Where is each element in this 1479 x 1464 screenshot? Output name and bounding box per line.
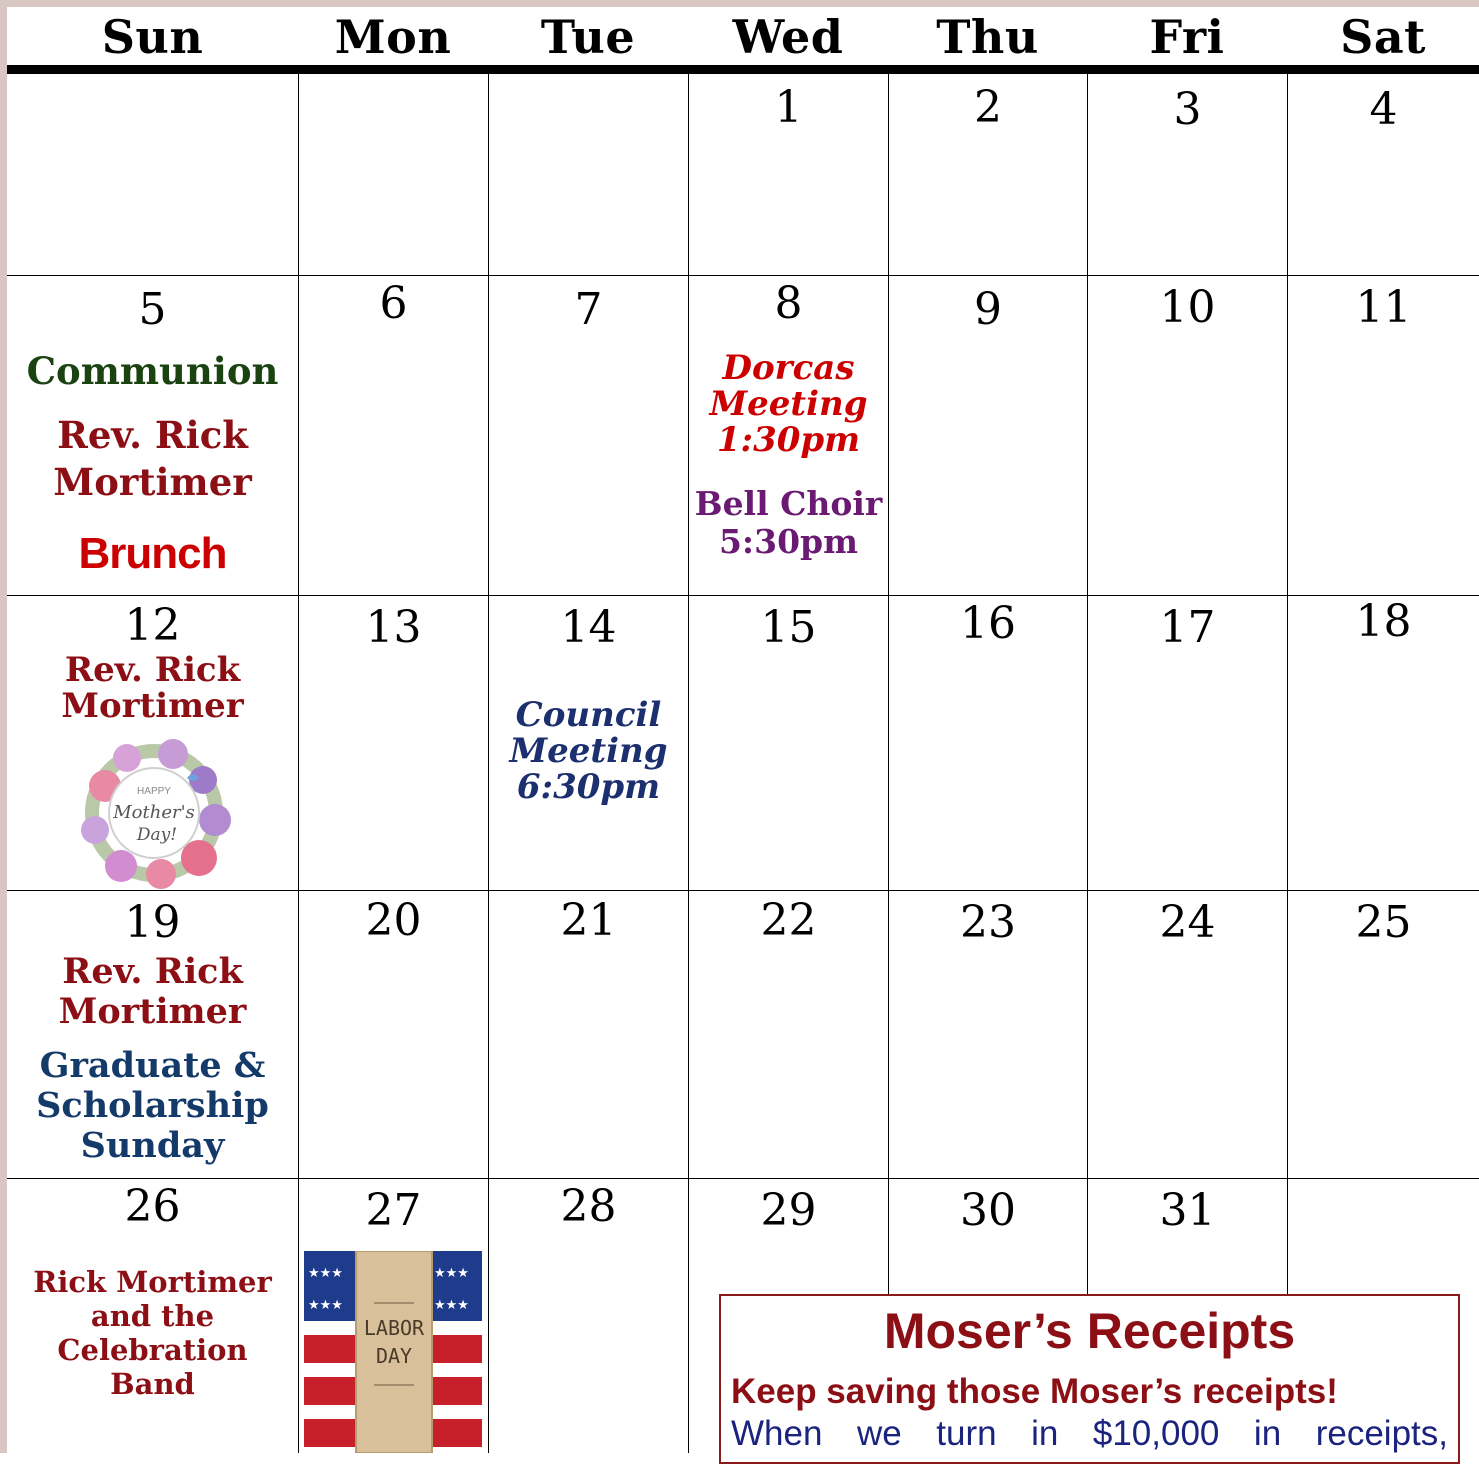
day-cell-empty	[7, 74, 299, 276]
weekday-sun: Sun	[101, 10, 204, 64]
event-brunch: Brunch	[78, 529, 227, 578]
mothers-day-wreath-icon	[75, 734, 233, 892]
moser-subtitle: Keep saving those Moser’s receipts!	[731, 1372, 1338, 1411]
top-photo-strip	[0, 0, 1479, 7]
date-number: 24	[1159, 897, 1216, 948]
date-number: 21	[560, 895, 617, 946]
day-cell-14	[489, 596, 689, 891]
svg-text:★★★: ★★★	[434, 1298, 469, 1313]
svg-text:★★★: ★★★	[434, 1266, 469, 1281]
event-council-line3: 6:30pm	[516, 767, 661, 807]
date-number: 16	[960, 598, 1016, 649]
date-number: 27	[365, 1185, 422, 1236]
day-cell-7	[489, 276, 689, 596]
date-number: 3	[1173, 84, 1202, 135]
event-pastor-line1: Rev. Rick	[64, 650, 241, 690]
wreath-text-mothers: Mother's	[113, 802, 195, 823]
weekday-thu: Thu	[936, 10, 1039, 64]
date-number: 13	[365, 602, 422, 653]
event-communion: Communion	[26, 349, 279, 393]
date-number: 1	[774, 82, 803, 133]
date-number: 29	[760, 1185, 817, 1236]
wreath-text-happy: HAPPY	[137, 786, 171, 797]
event-graduate-line3: Sunday	[80, 1125, 225, 1166]
event-pastor-line2: Mortimer	[58, 991, 247, 1032]
day-cell-4	[1288, 74, 1479, 276]
day-cell-19	[7, 891, 299, 1179]
weekday-fri: Fri	[1149, 10, 1225, 64]
event-graduate-line2: Scholarship	[36, 1085, 269, 1126]
weekday-mon: Mon	[334, 10, 452, 64]
event-band-line1: Rick Mortimer	[33, 1265, 272, 1299]
day-cell-18	[1288, 596, 1479, 891]
date-number: 31	[1159, 1185, 1216, 1236]
date-number: 20	[365, 895, 422, 946]
date-number: 26	[124, 1181, 181, 1232]
date-number: 6	[379, 278, 408, 329]
day-cell-28	[489, 1179, 689, 1453]
weekday-tue: Tue	[540, 10, 636, 64]
event-council-line1: Council	[515, 695, 662, 735]
event-dorcas-line3: 1:30pm	[716, 420, 861, 460]
event-band-line2: and the	[90, 1299, 215, 1333]
date-number: 22	[760, 895, 817, 946]
event-dorcas-line1: Dorcas	[722, 348, 855, 388]
date-number: 10	[1159, 282, 1216, 333]
date-number: 7	[574, 284, 603, 335]
event-graduate-line1: Graduate &	[39, 1045, 266, 1086]
calendar-grid	[7, 74, 1479, 1453]
date-number: 25	[1355, 897, 1412, 948]
day-cell-1	[689, 74, 889, 276]
day-cell-9	[889, 276, 1088, 596]
weekday-header	[7, 7, 1479, 65]
labor-day-flag-icon	[304, 1251, 482, 1453]
date-number: 5	[138, 284, 167, 335]
date-number: 17	[1159, 602, 1216, 653]
event-pastor-line2: Mortimer	[61, 686, 244, 726]
day-cell-empty	[489, 74, 689, 276]
event-pastor-line2: Mortimer	[53, 460, 252, 504]
event-council-line2: Meeting	[509, 731, 668, 771]
date-number: 18	[1355, 596, 1412, 647]
event-pastor-line1: Rev. Rick	[57, 413, 248, 457]
labor-day-text-2: DAY	[375, 1344, 413, 1368]
date-number: 14	[560, 602, 617, 653]
day-cell-2	[889, 74, 1088, 276]
day-cell-10	[1088, 276, 1288, 596]
date-number: 15	[760, 602, 817, 653]
day-cell-12	[7, 596, 299, 891]
event-band-line3: Celebration	[57, 1333, 248, 1367]
date-number: 12	[124, 600, 181, 651]
day-cell-21	[489, 891, 689, 1179]
day-cell-22	[689, 891, 889, 1179]
day-cell-20	[299, 891, 489, 1179]
svg-text:★★★: ★★★	[308, 1266, 343, 1281]
day-cell-15	[689, 596, 889, 891]
date-number: 28	[560, 1181, 617, 1232]
labor-day-text-1: LABOR	[363, 1316, 425, 1340]
event-dorcas-line2: Meeting	[709, 384, 868, 424]
weekday-wed: Wed	[732, 10, 844, 64]
day-cell-24	[1088, 891, 1288, 1179]
event-band-line4: Band	[110, 1367, 195, 1401]
date-number: 30	[960, 1185, 1016, 1236]
left-photo-strip	[0, 0, 7, 1453]
day-cell-25	[1288, 891, 1479, 1179]
moser-receipts-box	[719, 1294, 1460, 1464]
event-bell-choir-line2: 5:30pm	[718, 522, 859, 561]
svg-text:★★★: ★★★	[308, 1298, 343, 1313]
day-cell-empty	[299, 74, 489, 276]
wreath-text-day: Day!	[136, 825, 178, 845]
date-number: 9	[974, 284, 1002, 335]
day-cell-5	[7, 276, 299, 596]
day-cell-3	[1088, 74, 1288, 276]
moser-title: Moser’s Receipts	[883, 1303, 1296, 1359]
moser-body: When we turn in $10,000 in receipts,	[731, 1414, 1448, 1453]
date-number: 19	[124, 897, 181, 948]
header-rule	[7, 65, 1479, 74]
day-cell-8	[689, 276, 889, 596]
date-number: 4	[1369, 84, 1398, 135]
date-number: 23	[960, 897, 1016, 948]
day-cell-6	[299, 276, 489, 596]
day-cell-26	[7, 1179, 299, 1453]
date-number: 11	[1355, 282, 1412, 333]
day-cell-13	[299, 596, 489, 891]
day-cell-17	[1088, 596, 1288, 891]
event-pastor-line1: Rev. Rick	[62, 951, 243, 992]
day-cell-27	[299, 1179, 489, 1453]
weekday-sat: Sat	[1340, 10, 1426, 64]
day-cell-23	[889, 891, 1088, 1179]
event-bell-choir-line1: Bell Choir	[694, 484, 883, 523]
day-cell-11	[1288, 276, 1479, 596]
day-cell-16	[889, 596, 1088, 891]
date-number: 8	[774, 278, 803, 329]
date-number: 2	[974, 82, 1002, 133]
